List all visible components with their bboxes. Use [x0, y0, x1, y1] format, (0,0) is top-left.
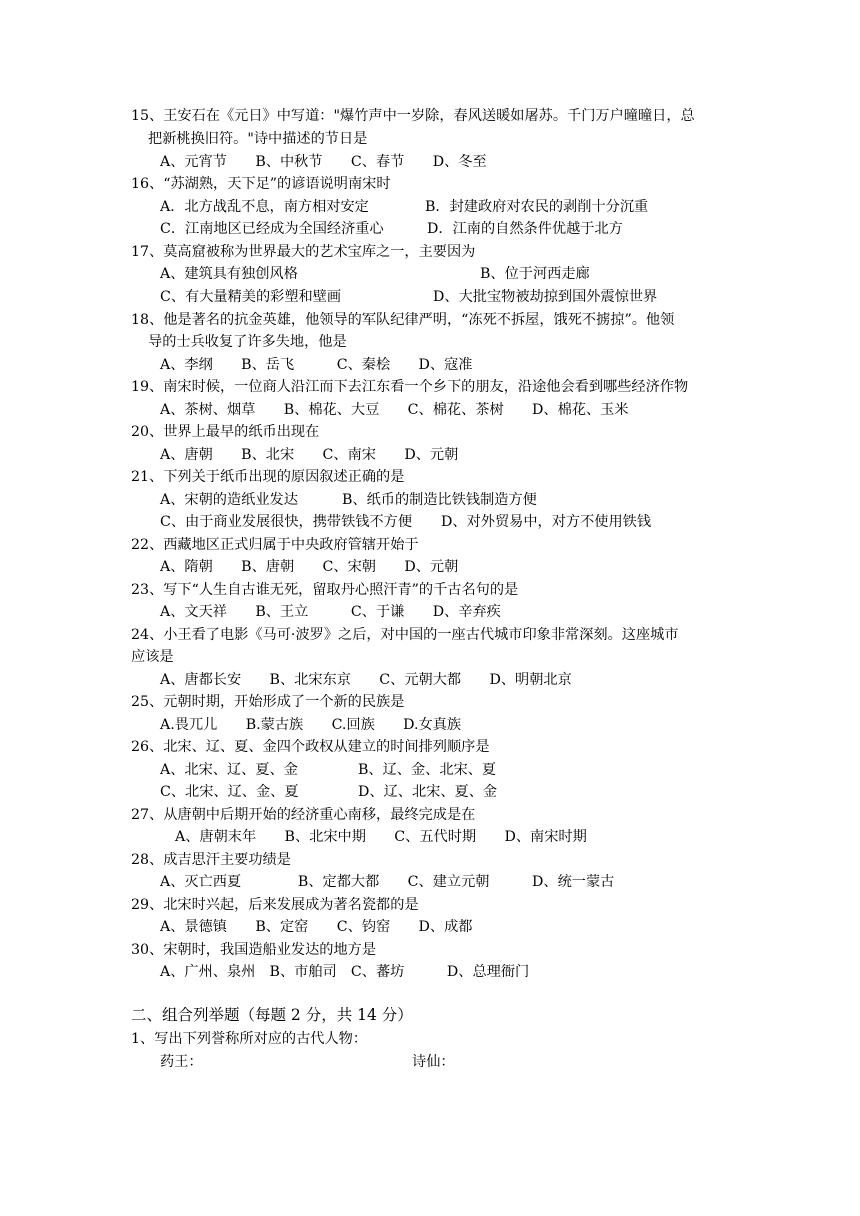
q16-option-d: D．江南的自然条件优越于北方 — [427, 221, 623, 237]
q15-stem-line2: 把新桃换旧符。"诗中描述的节日是 — [148, 131, 368, 147]
q28-stem: 28、成吉思汗主要功绩是 — [131, 852, 291, 868]
q26-option-d: D、辽、北宋、夏、金 — [358, 784, 498, 800]
answer-label-shixian: 诗仙： — [412, 1054, 455, 1070]
q15-stem-line1: 15、王安石在《元日》中写道："爆竹声中一岁除，春风送暖如屠苏。千门万户曈曈日，总 — [131, 108, 695, 124]
q28-options: A、灭亡西夏 B、定都大都 C、建立元朝 D、统一蒙古 — [160, 874, 615, 890]
section-2-title: 二、组合列举题（每题 2 分，共 14 分） — [131, 1006, 413, 1024]
q30-stem: 30、宋朝时，我国造船业发达的地方是 — [131, 942, 377, 958]
q17-stem: 17、莫高窟被称为世界最大的艺术宝库之一，主要因为 — [131, 244, 476, 260]
q22-stem: 22、西藏地区正式归属于中央政府管辖开始于 — [131, 537, 419, 553]
q24-options: A、唐都长安 B、北宋东京 C、元朝大都 D、明朝北京 — [160, 672, 572, 688]
q19-stem: 19、南宋时候，一位商人沿江而下去江东看一个乡下的朋友，沿途他会看到哪些经济作物 — [131, 379, 689, 395]
q25-stem: 25、元朝时期，开始形成了一个新的民族是 — [131, 694, 405, 710]
q26-stem: 26、北宋、辽、夏、金四个政权从建立的时间排列顺序是 — [131, 739, 490, 755]
q16-stem: 16、“苏湖熟，天下足”的谚语说明南宋时 — [131, 176, 391, 192]
q17-option-d: D、大批宝物被劫掠到国外震惊世界 — [433, 289, 658, 305]
answer-label-yaowang: 药王： — [160, 1054, 203, 1070]
q16-option-b: B．封建政府对农民的剥削十分沉重 — [425, 199, 649, 215]
q21-option-b: B、纸币的制造比铁钱制造方便 — [342, 492, 537, 508]
q17-option-c: C、有大量精美的彩塑和壁画 — [160, 289, 342, 305]
q16-option-a: A．北方战乱不息，南方相对安定 — [160, 199, 369, 215]
q25-options: A.畏兀儿 B.蒙古族 C.回族 D.女真族 — [160, 717, 462, 733]
q29-options: A、景德镇 B、定窑 C、钧窑 D、成都 — [160, 919, 473, 935]
q26-option-a: A、北宋、辽、夏、金 — [160, 762, 298, 778]
q20-stem: 20、世界上最早的纸币出现在 — [131, 424, 320, 440]
q21-option-c: C、由于商业发展很快，携带铁钱不方便 — [160, 514, 413, 530]
q18-stem-line2: 导的士兵收复了许多失地，他是 — [148, 334, 347, 350]
q29-stem: 29、北宋时兴起，后来发展成为著名瓷都的是 — [131, 897, 419, 913]
q21-stem: 21、下列关于纸币出现的原因叙述正确的是 — [131, 469, 405, 485]
q27-options: A、唐朝末年 B、北宋中期 C、五代时期 D、南宋时期 — [175, 829, 587, 845]
q19-options: A、茶树、烟草 B、棉花、大豆 C、棉花、茶树 D、棉花、玉米 — [160, 402, 629, 418]
q26-option-b: B、辽、金、北宋、夏 — [358, 762, 497, 778]
q26-option-c: C、北宋、辽、金、夏 — [160, 784, 299, 800]
q27-stem: 27、从唐朝中后期开始的经济重心南移，最终完成是在 — [131, 807, 476, 823]
q15-options: A、元宵节 B、中秋节 C、春节 D、冬至 — [160, 154, 487, 170]
q23-options: A、文天祥 B、王立 C、于谦 D、辛弃疾 — [160, 604, 501, 620]
q20-options: A、唐朝 B、北宋 C、南宋 D、元朝 — [160, 447, 459, 463]
section-2-q1-stem: 1、写出下列誉称所对应的古代人物： — [131, 1031, 368, 1047]
q16-option-c: C．江南地区已经成为全国经济重心 — [160, 221, 384, 237]
q18-stem-line1: 18、他是著名的抗金英雄，他领导的军队纪律严明，“冻死不拆屋，饿死不掳掠”。他领 — [131, 312, 675, 328]
q21-option-a: A、宋朝的造纸业发达 — [160, 492, 298, 508]
q17-option-b: B、位于河西走廊 — [480, 266, 590, 282]
q24-stem-line2: 应该是 — [131, 649, 174, 665]
q23-stem: 23、写下“人生自古谁无死，留取丹心照汗青”的千古名句的是 — [131, 582, 519, 598]
q18-options: A、李纲 B、岳飞 C、秦桧 D、寇准 — [160, 357, 473, 373]
q17-option-a: A、建筑具有独创风格 — [160, 266, 298, 282]
q22-options: A、隋朝 B、唐朝 C、宋朝 D、元朝 — [160, 559, 459, 575]
q30-options: A、广州、泉州 B、市舶司 C、蕃坊 D、总理衙门 — [160, 964, 530, 980]
q24-stem-line1: 24、小王看了电影《马可·波罗》之后，对中国的一座古代城市印象非常深刻。这座城市 — [131, 627, 679, 643]
q21-option-d: D、对外贸易中，对方不使用铁钱 — [441, 514, 652, 530]
